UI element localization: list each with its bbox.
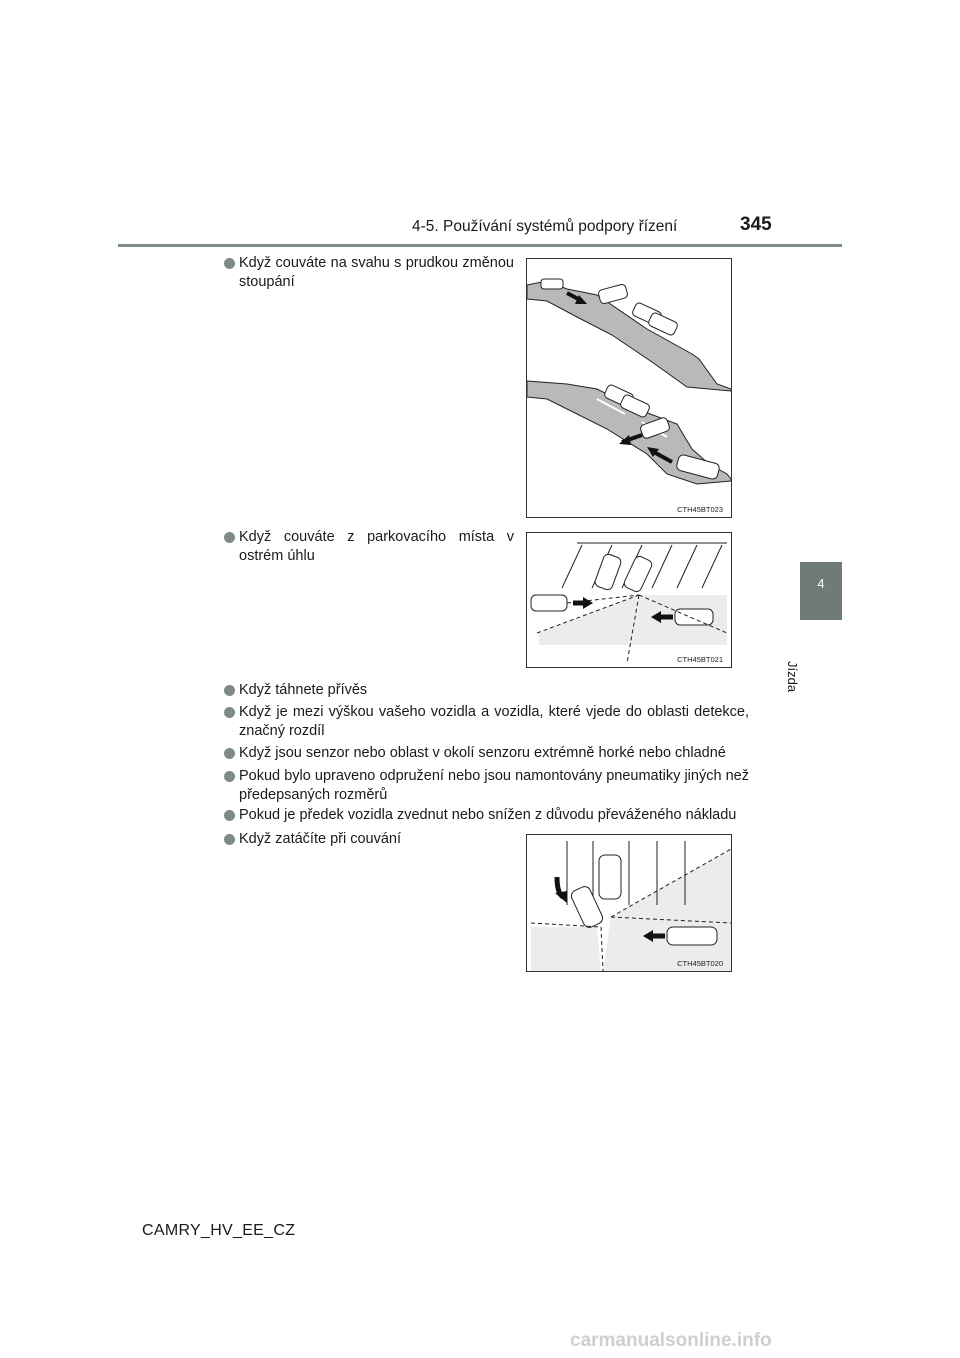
list-item-text: Když táhnete přívěs — [239, 682, 368, 698]
chapter-label — [785, 625, 850, 693]
list-item-text: Když couváte z parkovacího místa v ostrém úhlu — [239, 529, 514, 564]
chapter-number: 4 — [817, 576, 825, 591]
section-title: 4-5. Používání systémů podpory řízení — [412, 218, 678, 235]
bullet-icon — [224, 685, 235, 696]
bullet-icon — [224, 810, 235, 821]
page-number: 345 — [740, 214, 772, 235]
list-item-text: Pokud je předek vozidla zvednut nebo snížen z důvodu převáženého nákladu — [239, 807, 737, 823]
bullet-icon — [224, 748, 235, 759]
bullet-icon — [224, 532, 235, 543]
bullet-icon — [224, 707, 235, 718]
turning-reverse-illustration — [527, 835, 731, 971]
figure-code: CTH45BT023 — [677, 505, 723, 514]
figure-angled-parking — [526, 532, 732, 668]
bullet-icon — [224, 834, 235, 845]
list-item-text: Když jsou senzor nebo oblast v okolí senzoru extrémně horké nebo chladné — [239, 745, 726, 761]
list-item-text: Pokud bylo upraveno odpružení nebo jsou namontovány pneumatiky jiných než předepsaných rozměrů — [239, 768, 749, 803]
figure-turning-reverse — [526, 834, 732, 972]
list-item — [224, 528, 514, 566]
figure-code: CTH45BT020 — [677, 959, 723, 968]
chapter-label-text: Jízda — [785, 661, 800, 693]
chapter-tab[interactable] — [800, 562, 842, 620]
header-divider — [118, 244, 842, 247]
angled-parking-illustration — [527, 533, 731, 667]
figure-slope — [526, 258, 732, 518]
document-code: CAMRY_HV_EE_CZ — [142, 1222, 296, 1239]
watermark: carmanualsonline.info — [570, 1330, 772, 1351]
list-item — [224, 254, 514, 292]
list-item — [224, 830, 514, 849]
list-item — [224, 767, 749, 805]
list-item-text: Když je mezi výškou vašeho vozidla a vozidla, které vjede do oblasti detekce, značný rozdíl — [239, 704, 749, 739]
list-item-text: Když zatáčíte při couvání — [239, 831, 401, 847]
list-item — [224, 703, 749, 741]
list-item-text: Když couváte na svahu s prudkou změnou stoupání — [239, 255, 514, 290]
list-item — [224, 744, 749, 763]
list-item — [224, 806, 749, 825]
slope-illustration — [527, 259, 731, 517]
bullet-icon — [224, 771, 235, 782]
bullet-icon — [224, 258, 235, 269]
figure-code: CTH45BT021 — [677, 655, 723, 664]
list-item — [224, 681, 749, 700]
